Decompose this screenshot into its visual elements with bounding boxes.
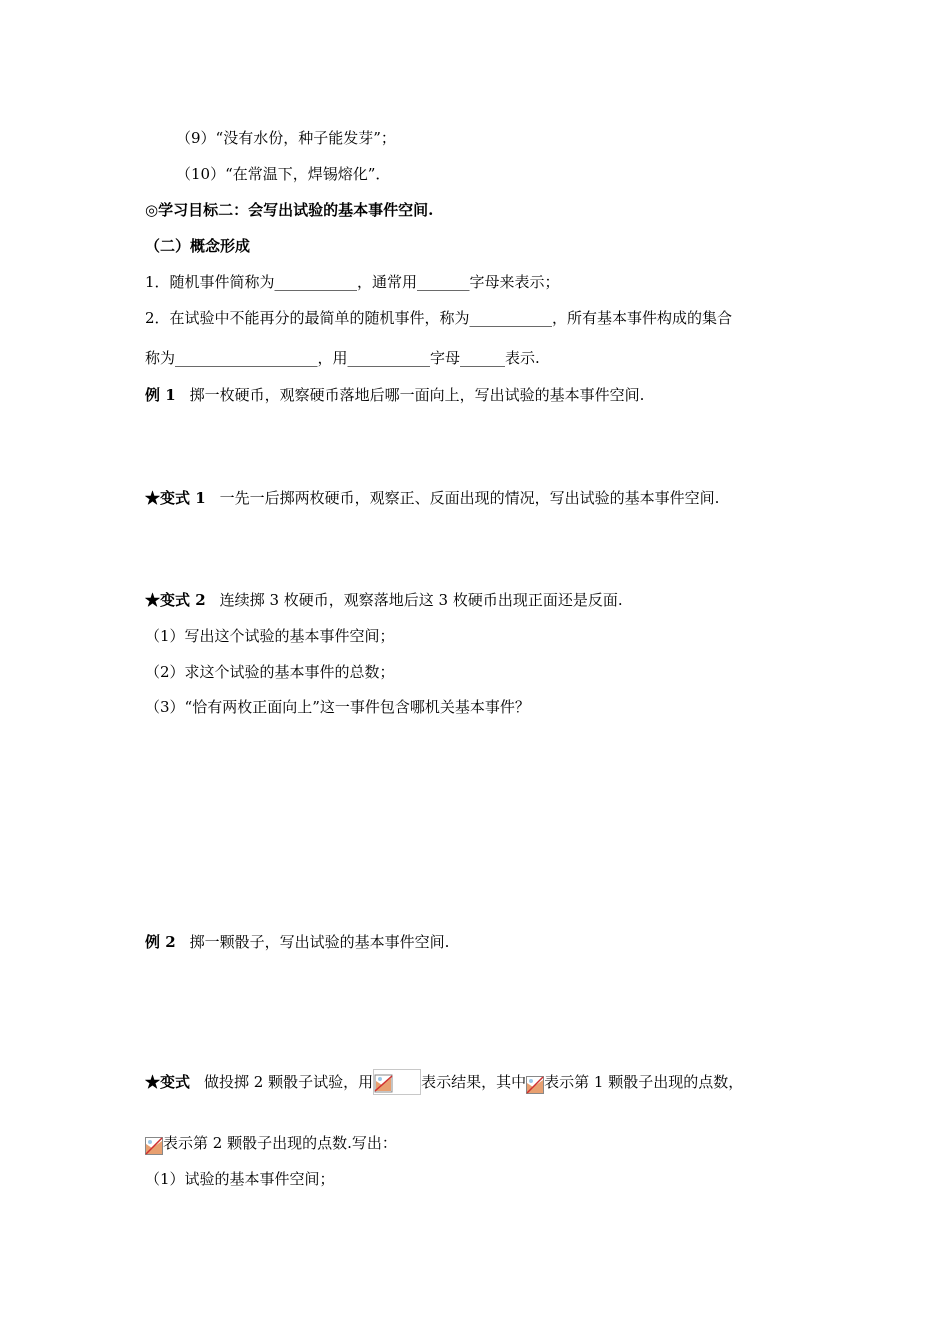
variant-2-text: 连续掷 3 枚硬币，观察落地后这 3 枚硬币出现正面还是反面.: [219, 591, 623, 609]
variant-3-text-b: 表示结果，其中: [421, 1073, 527, 1091]
learning-goal-2: ◎学习目标二：会写出试验的基本事件空间.: [145, 201, 434, 219]
variant-3-question-1: （1）试验的基本事件空间；: [145, 1170, 335, 1188]
variant-3-line-2-text: 表示第 2 颗骰子出现的点数.写出：: [163, 1134, 397, 1152]
variant-3-line-2: [145, 1133, 397, 1156]
example-2: [145, 932, 449, 952]
variant-2: [145, 590, 623, 610]
variant-2-question-1: （1）写出这个试验的基本事件空间；: [145, 627, 395, 645]
example-1-label: 例 1: [145, 386, 176, 404]
variant-3-label: ★变式: [145, 1073, 191, 1091]
variant-2-label: ★变式 2: [145, 591, 206, 609]
example-2-text: 掷一颗骰子，写出试验的基本事件空间.: [189, 933, 450, 951]
example-1: [145, 385, 644, 405]
broken-image-icon: [373, 1069, 421, 1095]
variant-3: [145, 1069, 743, 1095]
example-1-text: 掷一枚硬币，观察硬币落地后哪一面向上，写出试验的基本事件空间.: [189, 386, 645, 404]
variant-2-question-3: （3）“恰有两枚正面向上”这一事件包含哪机关基本事件？: [145, 698, 530, 716]
item-10: （10）“在常温下，焊锡熔化”．: [176, 165, 391, 183]
variant-1-text: 一先一后掷两枚硬币，观察正、反面出现的情况，写出试验的基本事件空间.: [219, 489, 720, 507]
concept-2-continued: 称为___________________，用___________字母______表示.: [145, 349, 540, 367]
example-2-label: 例 2: [145, 933, 176, 951]
section-heading-concept: （二）概念形成: [145, 237, 251, 255]
broken-image-icon: [526, 1071, 544, 1095]
concept-1: 1．随机事件简称为___________，通常用_______字母来表示；: [145, 273, 560, 291]
variant-3-text-c: 表示第 1 颗骰子出现的点数，: [544, 1073, 744, 1091]
broken-image-icon: [145, 1136, 163, 1156]
item-9: （9）“没有水份，种子能发芽”；: [176, 129, 396, 147]
variant-1-label: ★变式 1: [145, 489, 206, 507]
concept-2: 2．在试验中不能再分的最简单的随机事件，称为___________，所有基本事件构成的集合: [145, 309, 733, 327]
variant-2-question-2: （2）求这个试验的基本事件的总数；: [145, 663, 395, 681]
variant-3-text-a: 做投掷 2 颗骰子试验，用: [204, 1073, 374, 1091]
variant-1: [145, 488, 719, 508]
